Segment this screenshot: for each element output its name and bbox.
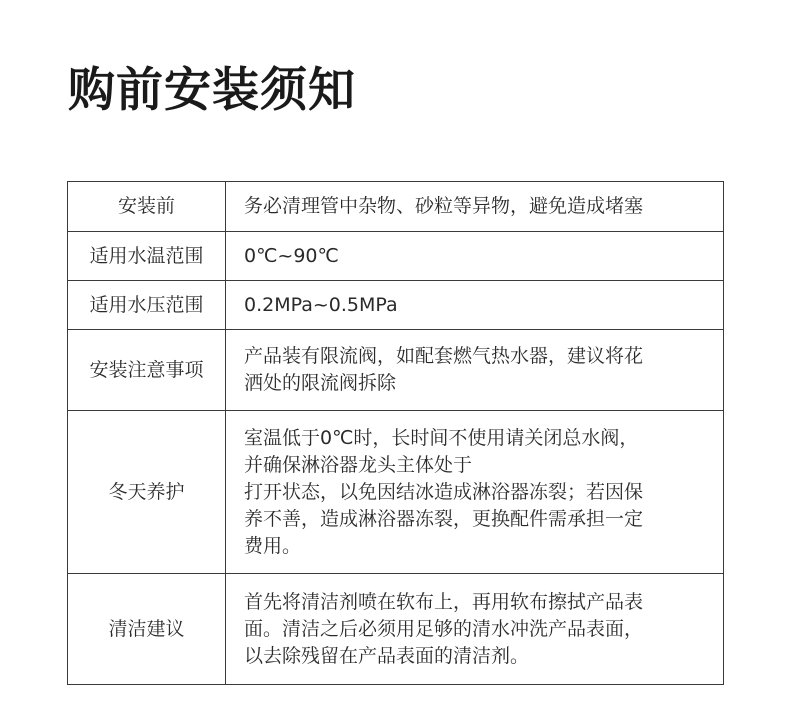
table-row-install-notes xyxy=(68,330,724,411)
row-value xyxy=(226,411,724,574)
row-value xyxy=(226,281,724,330)
row-label: 冬天养护 xyxy=(68,411,226,574)
row-label: 安装注意事项 xyxy=(68,330,226,411)
row-value xyxy=(226,182,724,232)
table-row-winter-care xyxy=(68,411,724,574)
row-label: 适用水压范围 xyxy=(68,281,226,330)
row-value-line: 务必清理管中杂物、砂粒等异物，避免造成堵塞 xyxy=(244,195,644,217)
row-value-line: 面。清洁之后必须用足够的清水冲洗产品表面， xyxy=(244,617,644,640)
page-title: 购前安装须知 xyxy=(68,63,356,118)
row-label: 安装前 xyxy=(68,182,226,232)
row-label: 清洁建议 xyxy=(68,574,226,685)
row-value-line: 洒处的限流阀拆除 xyxy=(244,372,397,394)
row-value-line: 室温低于0℃时，长时间不使用请关闭总水阀， xyxy=(244,426,639,449)
row-value-line: 0℃~90℃ xyxy=(244,244,339,267)
row-value xyxy=(226,330,724,411)
row-value-line: 费用。 xyxy=(244,534,302,557)
table-row-water-pressure xyxy=(68,281,724,330)
row-value-line: 首先将清洁剂喷在软布上，再用软布擦拭产品表 xyxy=(244,590,644,613)
table-row-cleaning-advice xyxy=(68,574,724,685)
table-row-water-temperature xyxy=(68,232,724,281)
row-value-line: 并确保淋浴器龙头主体处于 xyxy=(244,453,473,476)
row-value-line: 养不善，造成淋浴器冻裂，更换配件需承担一定 xyxy=(244,507,644,530)
table-row-before-install xyxy=(68,182,724,232)
row-value-line: 打开状态，以免因结冰造成淋浴器冻裂；若因保 xyxy=(244,480,644,503)
row-value xyxy=(226,232,724,281)
row-value-line: 产品装有限流阀，如配套燃气热水器，建议将花 xyxy=(244,345,644,367)
installation-notice-table xyxy=(67,181,724,685)
row-value-line: 以去除残留在产品表面的清洁剂。 xyxy=(244,644,530,667)
row-value xyxy=(226,574,724,685)
row-label: 适用水温范围 xyxy=(68,232,226,281)
row-value-line: 0.2MPa~0.5MPa xyxy=(244,293,398,316)
